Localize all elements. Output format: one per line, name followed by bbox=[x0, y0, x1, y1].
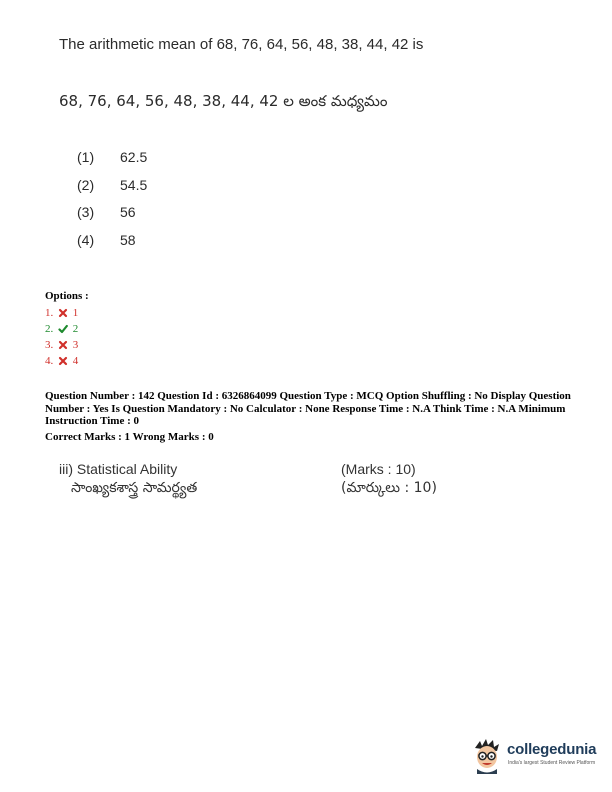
choice-number: (3) bbox=[77, 204, 95, 220]
choice-4 bbox=[77, 232, 197, 250]
option-row-1 bbox=[45, 307, 78, 319]
option-value: 3 bbox=[72, 339, 79, 351]
option-index: 1. bbox=[45, 307, 54, 319]
question-english: The arithmetic mean of 68, 76, 64, 56, 48, 38, 44, 42 is bbox=[59, 36, 424, 53]
section-marks-english: (Marks : 10) bbox=[341, 461, 416, 477]
option-value: 1 bbox=[72, 307, 79, 319]
logo-wordmark: collegedunia bbox=[507, 741, 597, 758]
section-title-telugu: సాంఖ్యకశాస్త్ర సామర్థ్యత bbox=[71, 480, 198, 496]
choice-value: 58 bbox=[120, 232, 136, 248]
choice-number: (4) bbox=[77, 232, 95, 248]
question-metadata: Question Number : 142 Question Id : 6326864099 Question Type : MCQ Option Shuffling : No Display Question Number : Yes Is Question Mandatory : No Calculator : None Response Time : N.A Think Time : N.A Minimum Instruction Time : 0 bbox=[45, 390, 571, 427]
option-row-4 bbox=[45, 355, 78, 367]
question-telugu: 68, 76, 64, 56, 48, 38, 44, 42 ల అంక మధ్యమం bbox=[59, 92, 388, 110]
option-row-2 bbox=[45, 323, 78, 335]
collegedunia-logo bbox=[470, 738, 605, 774]
choice-number: (1) bbox=[77, 149, 95, 165]
logo-tagline: India's largest Student Review Platform bbox=[508, 760, 596, 766]
option-row-3 bbox=[45, 339, 78, 351]
choice-value: 56 bbox=[120, 204, 136, 220]
option-value: 4 bbox=[72, 355, 79, 367]
option-index: 4. bbox=[45, 355, 54, 367]
choice-value: 54.5 bbox=[120, 177, 148, 193]
choice-2 bbox=[77, 177, 197, 195]
choice-3 bbox=[77, 204, 197, 222]
section-title-english: iii) Statistical Ability bbox=[59, 461, 178, 477]
option-index: 2. bbox=[45, 323, 54, 335]
check-icon bbox=[58, 324, 68, 334]
cross-icon bbox=[58, 308, 68, 318]
option-index: 3. bbox=[45, 339, 54, 351]
choice-1 bbox=[77, 149, 197, 167]
section-marks-telugu: (మార్కులు : 10) bbox=[341, 480, 437, 496]
cross-icon bbox=[58, 340, 68, 350]
choice-number: (2) bbox=[77, 177, 95, 193]
cross-icon bbox=[58, 356, 68, 366]
student-mascot-icon bbox=[470, 738, 504, 774]
marks-info: Correct Marks : 1 Wrong Marks : 0 bbox=[45, 431, 214, 443]
options-title: Options : bbox=[45, 290, 89, 302]
choice-value: 62.5 bbox=[120, 149, 148, 165]
option-value: 2 bbox=[72, 323, 79, 335]
